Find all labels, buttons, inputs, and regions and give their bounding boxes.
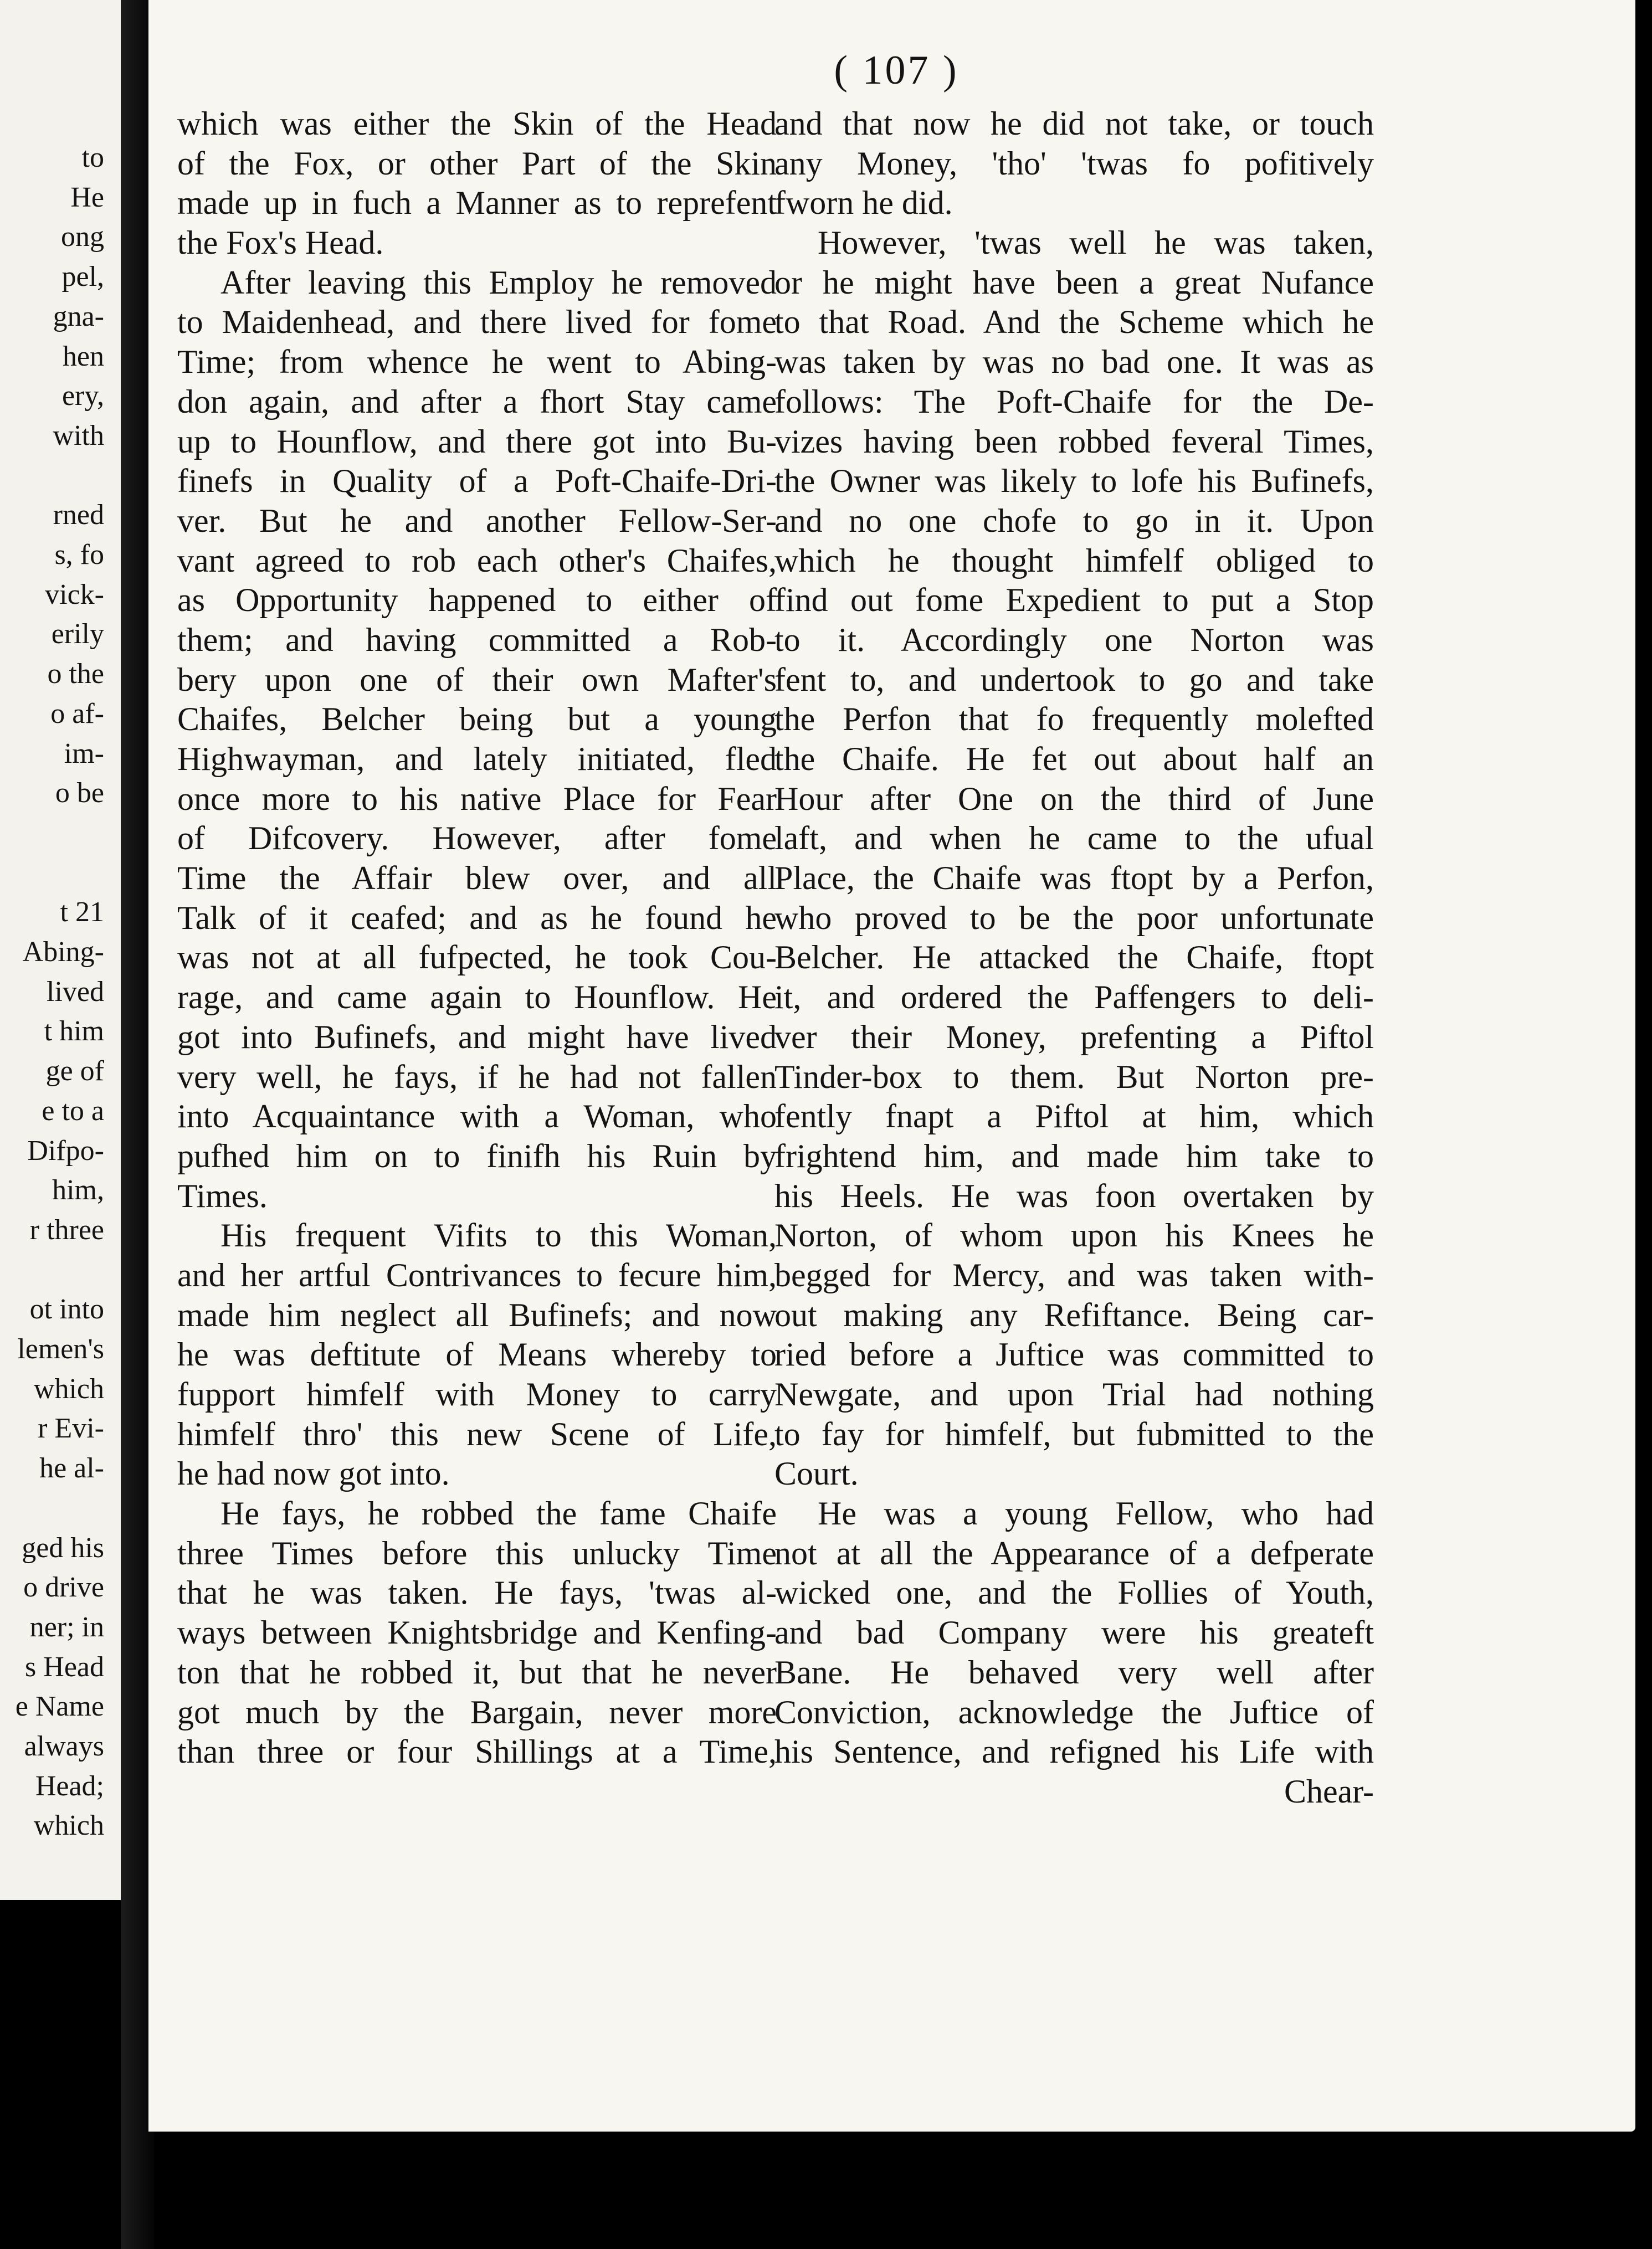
- facing-page-text-fragment: s, fo: [54, 539, 104, 571]
- text-line: Chaifes, Belcher being but a young: [177, 701, 777, 738]
- text-line: which he thought himfelf obliged to: [774, 542, 1374, 579]
- text-line: Talk of it ceafed; and as he found he: [177, 899, 777, 936]
- text-line: Place, the Chaife was ftopt by a Perfon,: [774, 860, 1374, 897]
- facing-page-text-fragment: ery,: [61, 380, 104, 412]
- catchword: Chear-: [1284, 1773, 1374, 1810]
- facing-page-text-fragment: with: [53, 419, 104, 451]
- facing-page-text-fragment: Difpo-: [27, 1134, 104, 1167]
- text-line: frightend him, and made him take to: [774, 1137, 1374, 1174]
- text-line: them; and having committed a Rob-: [177, 621, 777, 658]
- facing-page-text-fragment: He: [70, 181, 104, 213]
- text-line: However, 'twas well he was taken,: [818, 224, 1374, 261]
- text-line: ver their Money, prefenting a Piftol: [774, 1018, 1374, 1055]
- text-line: was not at all fufpected, he took Cou-: [177, 939, 777, 976]
- text-line: fworn he did.: [774, 184, 953, 222]
- text-line: once more to his native Place for Fear: [177, 780, 777, 817]
- text-line: Newgate, and upon Trial had nothing: [774, 1376, 1374, 1413]
- text-line: and bad Company were his greateft: [774, 1614, 1374, 1651]
- text-line: to fay for himfelf, but fubmitted to the: [774, 1415, 1374, 1452]
- text-line: was taken by was no bad one. It was as: [774, 343, 1374, 381]
- text-line: the Fox's Head.: [177, 224, 384, 261]
- text-line: Hour after One on the third of June: [774, 780, 1374, 817]
- facing-page-text-fragment: ner; in: [29, 1611, 104, 1643]
- facing-page-text-fragment: he al-: [39, 1452, 104, 1485]
- text-line: finefs in Quality of a Poft-Chaife-Dri-: [177, 463, 777, 500]
- facing-page-edge: [0, 0, 121, 1900]
- text-line: He was a young Fellow, who had: [818, 1495, 1374, 1532]
- text-line: fently fnapt a Piftol at him, which: [774, 1098, 1374, 1135]
- page-number: ( 107 ): [834, 48, 959, 93]
- text-line: Belcher. He attacked the Chaife, ftopt: [774, 939, 1374, 976]
- text-line: got into Bufinefs, and might have lived: [177, 1018, 777, 1055]
- facing-page-text-fragment: pel,: [61, 261, 104, 293]
- text-line: After leaving this Employ he removed: [220, 264, 777, 301]
- text-line: bery upon one of their own Mafter's: [177, 661, 777, 698]
- text-line: that he was taken. He fays, 'twas al-: [177, 1574, 777, 1611]
- text-line: Time the Affair blew over, and all: [177, 860, 777, 897]
- text-line: who proved to be the poor unfortunate: [774, 899, 1374, 936]
- text-line: His frequent Vifits to this Woman,: [220, 1217, 777, 1254]
- text-line: three Times before this unlucky Time: [177, 1534, 777, 1572]
- text-line: pufhed him on to finifh his Ruin by: [177, 1137, 777, 1174]
- text-line: Bane. He behaved very well after: [774, 1654, 1374, 1691]
- facing-page-text-fragment: o be: [55, 777, 104, 809]
- text-line: made him neglect all Bufinefs; and now: [177, 1296, 777, 1333]
- text-line: Times.: [177, 1177, 268, 1214]
- text-line: Conviction, acknowledge the Juftice of: [774, 1693, 1374, 1731]
- text-line: the Perfon that fo frequently molefted: [774, 701, 1374, 738]
- text-line: which was either the Skin of the Head: [177, 105, 777, 142]
- facing-page-text-fragment: o the: [47, 658, 104, 690]
- facing-page-text-fragment: rned: [53, 499, 104, 531]
- facing-page-text-fragment: lemen's: [17, 1333, 104, 1365]
- text-line: He fays, he robbed the fame Chaife: [220, 1495, 777, 1532]
- text-line: of the Fox, or other Part of the Skin: [177, 145, 777, 182]
- text-line: as Opportunity happened to either of: [177, 582, 777, 619]
- text-line: the Chaife. He fet out about half an: [774, 741, 1374, 777]
- text-line: his Heels. He was foon overtaken by: [774, 1177, 1374, 1214]
- text-line: to it. Accordingly one Norton was: [774, 621, 1374, 658]
- facing-page-text-fragment: erily: [51, 618, 104, 650]
- facing-page-text-fragment: e to a: [42, 1095, 104, 1127]
- facing-page-text-fragment: o af-: [50, 697, 104, 730]
- text-line: begged for Mercy, and was taken with-: [774, 1256, 1374, 1293]
- text-line: got much by the Bargain, never more: [177, 1693, 777, 1731]
- text-line: he was deftitute of Means whereby to: [177, 1336, 777, 1373]
- text-line: not at all the Appearance of a defperate: [774, 1534, 1374, 1572]
- text-line: fent to, and undertook to go and take: [774, 661, 1374, 698]
- left-text-column: [177, 104, 777, 1772]
- facing-page-text-fragment: r Evi-: [38, 1413, 104, 1445]
- text-line: the Owner was likely to lofe his Bufinefs,: [774, 463, 1374, 500]
- text-line: any Money, 'tho' 'twas fo pofitively: [774, 145, 1374, 182]
- text-line: than three or four Shillings at a Time,: [177, 1733, 777, 1770]
- facing-page-text-fragment: e Name: [15, 1691, 104, 1723]
- text-line: himfelf thro' this new Scene of Life,: [177, 1415, 777, 1452]
- text-line: Court.: [774, 1455, 859, 1492]
- facing-page-text-fragment: which: [33, 1373, 104, 1405]
- text-line: his Sentence, and refigned his Life with: [774, 1733, 1374, 1770]
- text-line: ton that he robbed it, but that he never: [177, 1654, 777, 1691]
- facing-page-text-fragment: o drive: [23, 1572, 104, 1604]
- text-line: or he might have been a great Nufance: [774, 264, 1374, 301]
- text-line: to Maidenhead, and there lived for fome: [177, 304, 777, 341]
- text-line: out making any Refiftance. Being car-: [774, 1296, 1374, 1333]
- facing-page-text-fragment: Abing-: [22, 936, 104, 968]
- text-line: wicked one, and the Follies of Youth,: [774, 1574, 1374, 1611]
- text-line: fupport himfelf with Money to carry: [177, 1376, 777, 1413]
- text-line: very well, he fays, if he had not fallen: [177, 1058, 777, 1095]
- facing-page-text-fragment: always: [24, 1731, 104, 1762]
- facing-page-text-fragment: him,: [52, 1174, 104, 1206]
- facing-page-text-fragment: ge of: [45, 1055, 104, 1087]
- text-line: and that now he did not take, or touch: [774, 105, 1374, 142]
- text-line: Norton, of whom upon his Knees he: [774, 1217, 1374, 1254]
- text-line: and no one chofe to go in it. Upon: [774, 502, 1374, 539]
- text-line: to that Road. And the Scheme which he: [774, 304, 1374, 341]
- text-line: follows: The Poft-Chaife for the De-: [774, 383, 1374, 420]
- facing-page-text-fragment: r three: [29, 1214, 104, 1246]
- text-line: ways between Knightsbridge and Kenfing-: [177, 1614, 777, 1651]
- facing-page-text-fragment: ong: [61, 221, 104, 253]
- text-line: ried before a Juftice was committed to: [774, 1336, 1374, 1373]
- facing-page-text-fragment: hen: [62, 340, 104, 372]
- facing-page-text-fragment: which: [33, 1810, 104, 1842]
- text-line: and her artful Contrivances to fecure him,: [177, 1256, 777, 1293]
- facing-page-text-fragment: s Head: [25, 1651, 104, 1683]
- text-line: into Acquaintance with a Woman, who: [177, 1098, 777, 1135]
- facing-page-text-fragment: t 21: [60, 896, 104, 928]
- text-line: rage, and came again to Hounflow. He: [177, 979, 777, 1016]
- text-line: don again, and after a fhort Stay came: [177, 383, 777, 420]
- facing-page-text-fragment: Head;: [35, 1770, 104, 1802]
- text-line: Tinder-box to them. But Norton pre-: [774, 1058, 1374, 1095]
- facing-page-text-fragment: vick-: [45, 578, 104, 610]
- text-line: vant agreed to rob each other's Chaifes,: [177, 542, 777, 579]
- facing-page-text-fragment: t him: [44, 1015, 104, 1048]
- text-line: made up in fuch a Manner as to reprefent: [177, 184, 777, 222]
- facing-page-text-fragment: ot into: [29, 1293, 104, 1326]
- facing-page-text-fragment: im-: [64, 737, 104, 769]
- text-line: Time; from whence he went to Abing-: [177, 343, 777, 381]
- right-text-column: [774, 104, 1374, 1812]
- facing-page-text-fragment: ged his: [22, 1532, 104, 1564]
- text-line: up to Hounflow, and there got into Bu-: [177, 423, 777, 460]
- text-line: he had now got into.: [177, 1455, 450, 1492]
- facing-page-text-fragment: to: [81, 142, 104, 173]
- facing-page-text-fragment: lived: [47, 975, 104, 1008]
- text-line: find out fome Expedient to put a Stop: [774, 582, 1374, 619]
- text-line: it, and ordered the Paffengers to deli-: [774, 979, 1374, 1016]
- text-line: ver. But he and another Fellow-Ser-: [177, 502, 777, 539]
- text-line: laft, and when he came to the ufual: [774, 820, 1374, 857]
- facing-page-text-fragment: gna-: [53, 300, 104, 332]
- text-line: of Difcovery. However, after fome: [177, 820, 777, 857]
- text-line: vizes having been robbed feveral Times,: [774, 423, 1374, 460]
- text-line: Highwayman, and lately initiated, fled: [177, 741, 777, 777]
- book-page: [148, 0, 1635, 2132]
